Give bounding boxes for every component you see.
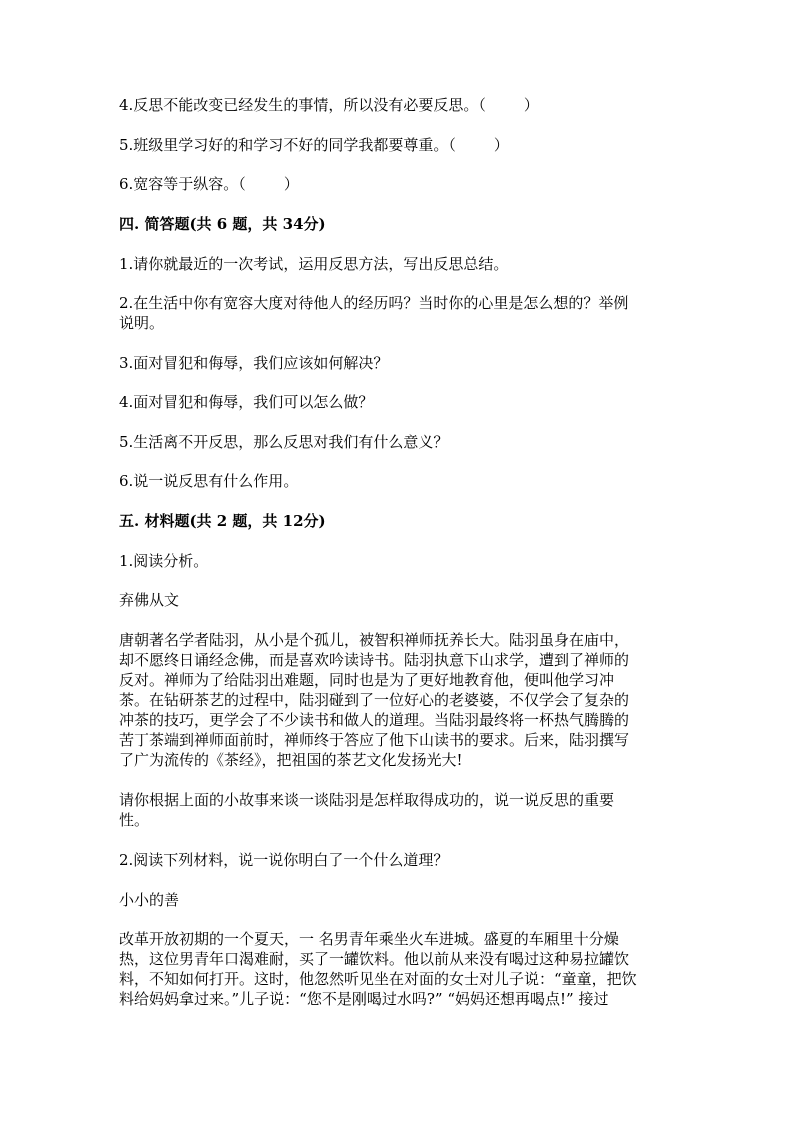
short-answer-q1: 1.请你就最近的一次考试，运用反思方法，写出反思总结。 bbox=[119, 255, 509, 273]
material-q1-passage-line: 了广为流传的《茶经》，把祖国的茶艺文化发扬光大! bbox=[119, 751, 463, 769]
short-answer-q5: 5.生活离不开反思，那么反思对我们有什么意义？ bbox=[119, 433, 449, 451]
section-5-heading: 五. 材料题(共 2 题，共 12分) bbox=[119, 512, 326, 530]
material-q1-passage-line: 却不愿终日诵经念佛，而是喜欢吟读诗书。陆羽执意下山求学，遭到了禅师的 bbox=[119, 651, 630, 669]
short-answer-q6: 6.说一说反思有什么作用。 bbox=[119, 472, 299, 490]
short-answer-q2-line-1: 2.在生活中你有宽容大度对待他人的经历吗？当时你的心里是怎么想的？举例 bbox=[119, 294, 629, 312]
material-q1-question-line: 性。 bbox=[119, 811, 150, 829]
material-q2-prompt: 2.阅读下列材料，说一说你明白了一个什么道理？ bbox=[119, 851, 449, 869]
material-q1-passage-line: 苦丁茶端到禅师面前时，禅师终于答应了他下山读书的要求。后来，陆羽撰写 bbox=[119, 731, 630, 749]
material-q2-passage-line: 热，这位男青年口渴难耐，买了一罐饮料。他以前从来没有喝过这种易拉罐饮 bbox=[119, 950, 630, 968]
short-answer-q4: 4.面对冒犯和侮辱，我们可以怎么做？ bbox=[119, 393, 374, 411]
judgment-item-5-text: 5.班级里学习好的和学习不好的同学我都要尊重。（ bbox=[119, 136, 456, 154]
judgment-item-6-close: ） bbox=[283, 175, 299, 193]
judgment-item-5 bbox=[119, 136, 679, 156]
material-q1-passage-line: 冲茶的技巧，更学会了不少读书和做人的道理。当陆羽最终将一杯热气腾腾的 bbox=[119, 711, 630, 729]
material-q2-passage-line: 改革开放初期的一个夏天，一 名男青年乘坐火车进城。盛夏的车厢里十分燥 bbox=[119, 930, 619, 948]
material-q1-prompt: 1.阅读分析。 bbox=[119, 552, 209, 570]
material-q1-passage-line: 唐朝著名学者陆羽，从小是个孤儿，被智积禅师抚养长大。陆羽虽身在庙中， bbox=[119, 631, 630, 649]
judgment-item-6-text: 6.宽容等于纵容。（ bbox=[119, 175, 246, 193]
judgment-item-4 bbox=[119, 96, 679, 116]
judgment-item-5-close: ） bbox=[493, 136, 509, 154]
material-q1-question-line: 请你根据上面的小故事来谈一谈陆羽是怎样取得成功的，说一说反思的重要 bbox=[119, 791, 615, 809]
short-answer-q3: 3.面对冒犯和侮辱，我们应该如何解决？ bbox=[119, 354, 389, 372]
judgment-item-4-text: 4.反思不能改变已经发生的事情，所以没有必要反思。（ bbox=[119, 96, 486, 114]
material-q2-passage-line: 料，不知如何打开。这时，他忽然听见坐在对面的女士对儿子说：“童童，把饮 bbox=[119, 970, 637, 988]
material-q1-title: 弃佛从文 bbox=[119, 591, 180, 609]
material-q2-passage-line: 料给妈妈拿过来。”儿子说：“您不是刚喝过水吗?” “妈妈还想再喝点!” 接过 bbox=[119, 990, 609, 1008]
material-q1-passage-line: 反对。禅师为了给陆羽出难题，同时也是为了更好地教育他，便叫他学习冲 bbox=[119, 671, 615, 689]
section-4-heading: 四. 简答题(共 6 题，共 34分) bbox=[119, 215, 326, 233]
material-q1-passage-line: 茶。在钻研茶艺的过程中，陆羽碰到了一位好心的老婆婆，不仅学会了复杂的 bbox=[119, 691, 630, 709]
material-q2-title: 小小的善 bbox=[119, 891, 180, 909]
judgment-item-6 bbox=[119, 175, 679, 195]
judgment-item-4-close: ） bbox=[523, 96, 539, 114]
short-answer-q2-line-2: 说明。 bbox=[119, 314, 165, 332]
